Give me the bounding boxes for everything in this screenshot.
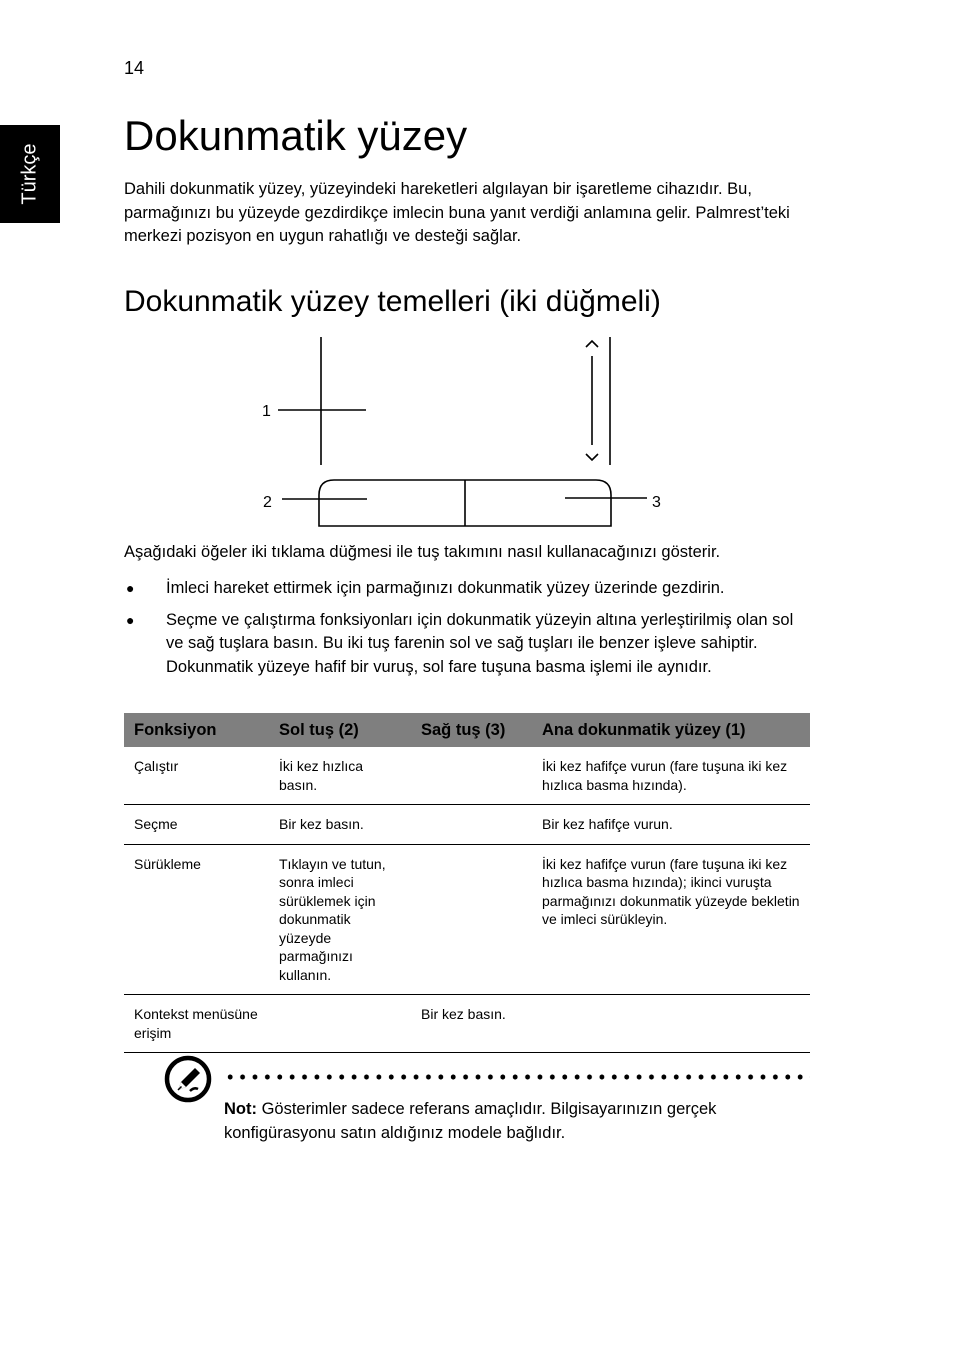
header-right-button: Sağ tuş (3): [411, 713, 532, 747]
table-row: [124, 995, 810, 1053]
table-cell: [532, 995, 810, 1053]
lead-paragraph: Aşağıdaki öğeler iki tıklama düğmesi ile tuş takımını nasıl kullanacağınızı gösterir.: [124, 543, 721, 561]
table-cell: Sürükleme: [124, 844, 269, 995]
note-body: Gösterimler sadece referans amaçlıdır. Bilgisayarınızın gerçek konfigürasyonu satın aldığınız modele bağlıdır.: [224, 1100, 717, 1142]
bullet-glyph: ●: [126, 580, 135, 596]
header-left-button: Sol tuş (2): [269, 713, 411, 747]
bullet-glyph: ●: [126, 611, 135, 628]
scroll-up-arrow: [586, 341, 598, 347]
page-number: 14: [124, 58, 145, 78]
list-item: [124, 609, 814, 680]
note-pen-icon: [164, 1055, 212, 1103]
table-cell: Bir kez basın.: [269, 805, 411, 845]
table-cell: İki kez hafifçe vurun (fare tuşuna iki kez hızlıca basma hızında).: [532, 747, 810, 805]
table-cell: Bir kez hafifçe vurun.: [532, 805, 810, 845]
language-side-tab: [0, 125, 60, 223]
table-row: [124, 805, 810, 845]
diagram-label-1: 1: [262, 403, 271, 420]
table-cell: [269, 995, 411, 1053]
table-cell: [411, 844, 532, 995]
table-header-row: [124, 713, 810, 747]
intro-paragraph: Dahili dokunmatik yüzey, yüzeyindeki hareketleri algılayan bir işaretleme cihazıdır. Bu, parmağınızı bu yüzeyde gezdirdikçe imlecin buna yanıt verdiği anlamına gelir. Palmrest’teki merkezi pozisyon en uygun rahatlığı ve desteği sağlar.: [124, 180, 790, 245]
instruction-list: [124, 577, 814, 687]
note-label: Not:: [224, 1100, 257, 1118]
table-cell: Bir kez basın.: [411, 995, 532, 1053]
table-cell: Çalıştır: [124, 747, 269, 805]
table-cell: Tıklayın ve tutun, sonra imleci sürüklemek için dokunmatik yüzeyde parmağınızı kullanın.: [269, 844, 411, 995]
section-title: Dokunmatik yüzey temelleri (iki düğmeli): [124, 285, 661, 318]
header-function: Fonksiyon: [124, 713, 269, 747]
function-table: [124, 713, 810, 1053]
diagram-label-2: 2: [263, 494, 272, 511]
list-item: [124, 577, 814, 601]
scroll-down-arrow: [586, 454, 598, 460]
table-cell: [411, 747, 532, 805]
list-item-text: İmleci hareket ettirmek için parmağınızı dokunmatik yüzey üzerinde gezdirin.: [166, 579, 725, 597]
note-dotted-separator: [224, 1074, 810, 1080]
table-cell: İki kez hızlıca basın.: [269, 747, 411, 805]
table-cell: Kontekst menüsüne erişim: [124, 995, 269, 1053]
table-row: [124, 844, 810, 995]
diagram-label-3: 3: [652, 494, 661, 511]
side-tab-label: Türkçe: [18, 143, 41, 205]
table-cell: [411, 805, 532, 845]
table-cell: Seçme: [124, 805, 269, 845]
table-row: [124, 747, 810, 805]
note-text: [224, 1098, 814, 1145]
table-cell: İki kez hafifçe vurun (fare tuşuna iki kez hızlıca basma hızında); ikinci vuruşta parmağınızı dokunmatik yüzeyde bekletin ve imleci sürükleyin.: [532, 844, 810, 995]
page-title: Dokunmatik yüzey: [124, 112, 468, 159]
header-main-touchpad: Ana dokunmatik yüzey (1): [532, 713, 810, 747]
list-item-text: Seçme ve çalıştırma fonksiyonları için dokunmatik yüzeyin altına yerleştirilmiş olan sol ve sağ tuşlara basın. Bu iki tuş farenin sol ve sağ tuşları ile benzer işleve sahiptir. Dokunmatik yüzeye hafif bir vuruş, sol fare tuşuna basma işlemi ile aynıdır.: [166, 610, 794, 676]
touchpad-diagram: [250, 330, 680, 535]
